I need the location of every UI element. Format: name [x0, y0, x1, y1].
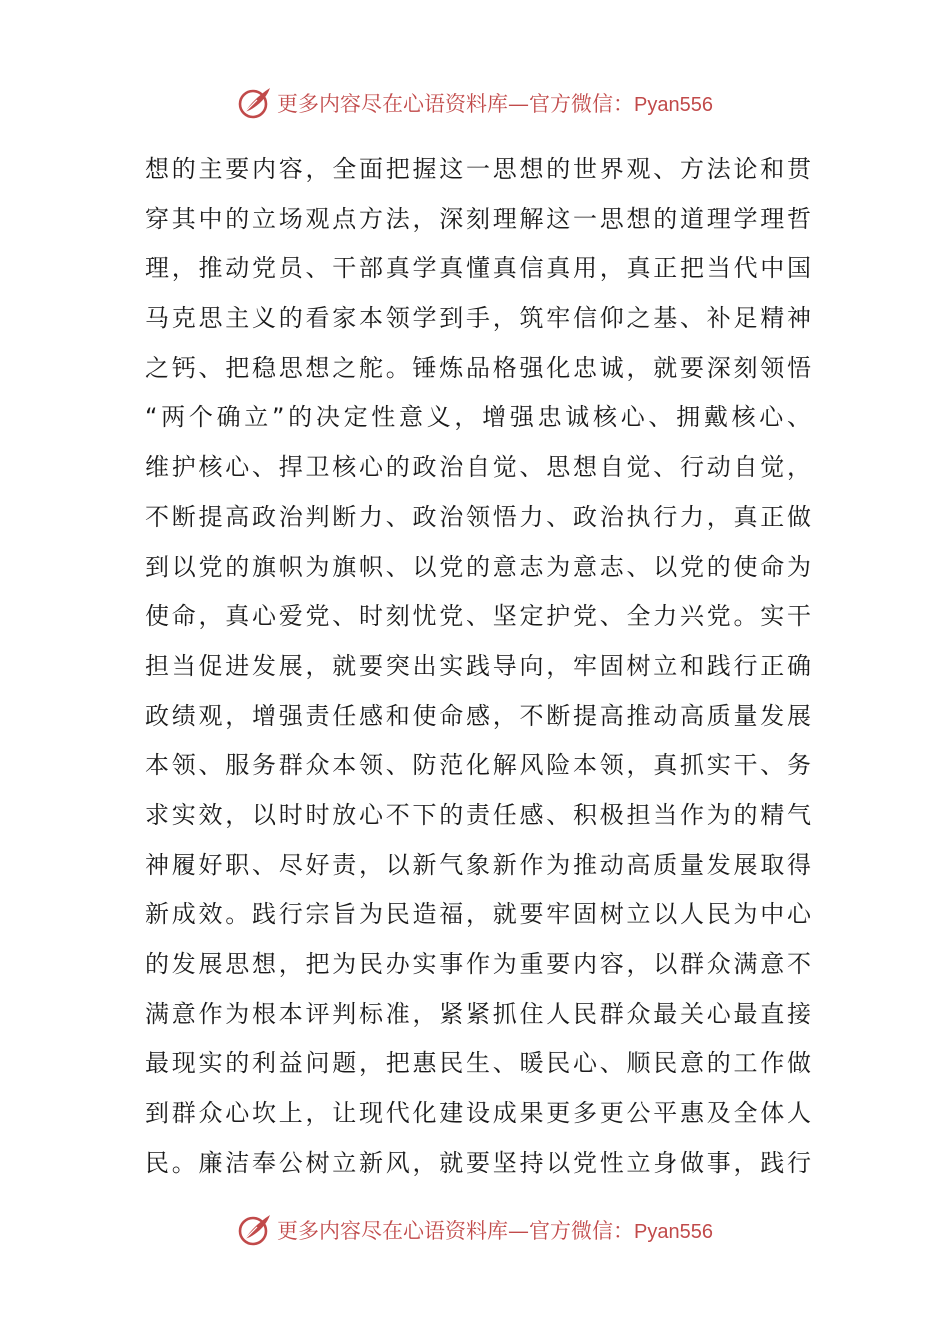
text-line: 新成效。践行宗旨为民造福，就要牢固树立以人民为中心 — [145, 900, 811, 929]
footer-wechat-id: Pyan556 — [634, 1221, 713, 1243]
text-line: “两个确立”的决定性意义，增强忠诚核心、拥戴核心、 — [145, 403, 811, 432]
footer-slogan-text: 更多内容尽在心语资料库—官方微信： — [277, 1219, 635, 1243]
text-line: 到以党的旗帜为旗帜、以党的意志为意志、以党的使命为 — [145, 552, 811, 581]
text-line: 维护核心、捍卫核心的政治自觉、思想自觉、行动自觉， — [145, 453, 811, 482]
text-line: 政绩观，增强责任感和使命感，不断提高推动高质量发展 — [145, 701, 811, 730]
header-slogan — [277, 88, 713, 118]
text-line: 担当促进发展，就要突出实践导向，牢固树立和践行正确 — [145, 651, 811, 680]
header-wechat-id: Pyan556 — [634, 94, 713, 116]
text-line: 最现实的利益问题，把惠民生、暖民心、顺民意的工作做 — [145, 1049, 811, 1078]
text-line: 本领、服务群众本领、防范化解风险本领，真抓实干、务 — [145, 751, 811, 780]
text-line: 理，推动党员、干部真学真懂真信真用，真正把当代中国 — [145, 254, 811, 283]
text-line: 不断提高政治判断力、政治领悟力、政治执行力，真正做 — [145, 502, 811, 531]
text-line: 的发展思想，把为民办实事作为重要内容，以群众满意不 — [145, 950, 811, 978]
header-banner — [0, 83, 950, 123]
text-line: 求实效，以时时放心不下的责任感、积极担当作为的精气 — [145, 800, 811, 829]
text-line: 之钙、把稳思想之舵。锤炼品格强化忠诚，就要深刻领悟 — [145, 353, 811, 382]
text-line: 使命，真心爱党、时刻忧党、坚定护党、全力兴党。实干 — [145, 602, 811, 631]
text-line: 民。廉洁奉公树立新风，就要坚持以党性立身做事，践行 — [145, 1148, 811, 1177]
footer-banner — [0, 1210, 950, 1250]
text-line: 穿其中的立场观点方法，深刻理解这一思想的道理学理哲 — [145, 204, 811, 233]
quill-logo-icon — [237, 1212, 273, 1248]
text-line: 神履好职、尽好责，以新气象新作为推动高质量发展取得 — [145, 850, 811, 879]
quill-logo-icon — [237, 85, 273, 121]
body-text — [145, 145, 811, 1188]
text-line: 满意作为根本评判标准，紧紧抓住人民群众最关心最直接 — [145, 999, 811, 1028]
text-line: 到群众心坎上，让现代化建设成果更多更公平惠及全体人 — [145, 1099, 811, 1128]
text-line: 马克思主义的看家本领学到手，筑牢信仰之基、补足精神 — [145, 304, 811, 333]
header-slogan-text: 更多内容尽在心语资料库—官方微信： — [277, 92, 635, 116]
footer-slogan — [277, 1215, 713, 1245]
text-line: 想的主要内容，全面把握这一思想的世界观、方法论和贯 — [145, 155, 811, 183]
